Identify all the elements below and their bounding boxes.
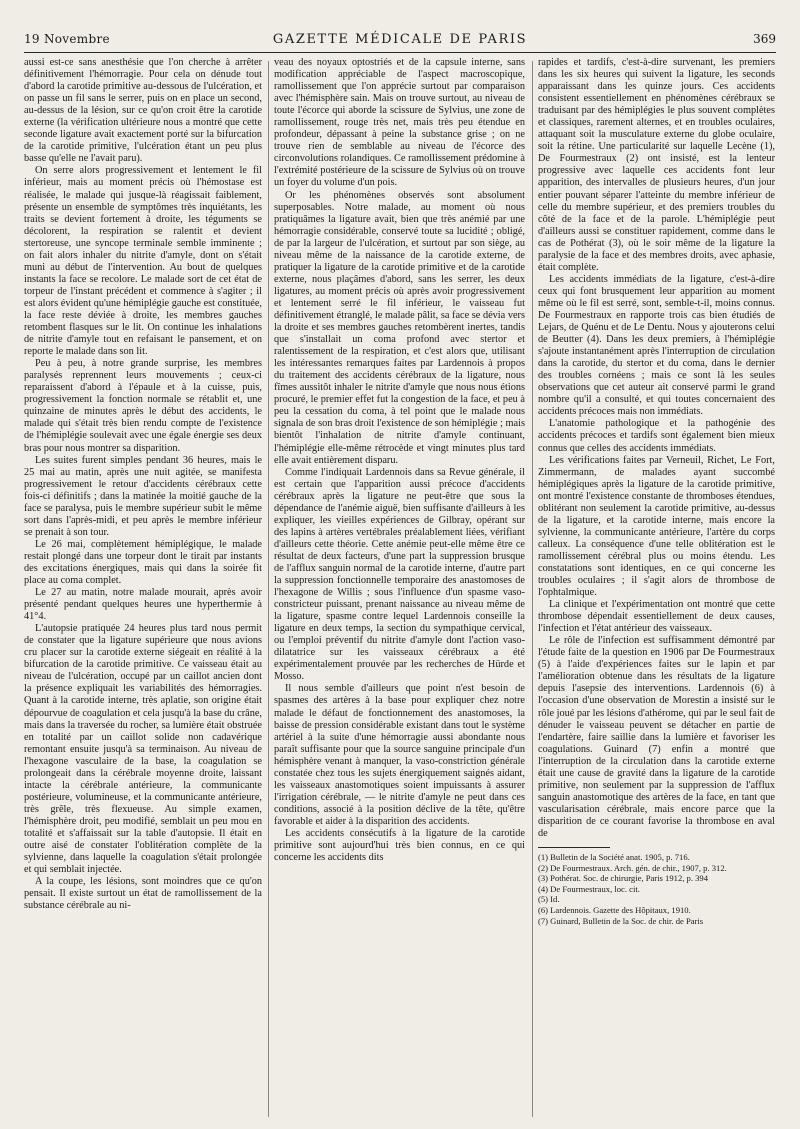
column-left xyxy=(24,57,262,1117)
paragraph: Les suites furent simples pendant 36 heures, mais le 25 mai au matin, après une nuit agitée, se manifesta progressivement le retour d'accidents cérébraux cette fois-ci définitifs ; dans la matinée la moitié gauche de la face se paralysa, puis le membre supérieur subit le même sort dans l'après-midi, et peu après le membre inférieur se prenait à son tour. xyxy=(24,454,262,538)
page-number: 369 xyxy=(753,32,776,46)
paragraph: Peu à peu, à notre grande surprise, les membres paralysés reprennent leurs mouvements ; ceux-ci reparaissent d'abord à l'épaule et à la cuisse, puis, progressivement la fonction normale se rétablit et, une quinzaine de minutes après le début des accidents, le malade qui s'était très bien rendu compte de l'existence de l'hémiplégie soulevait avec une égale énergie ses deux bras pour nous montrer sa disparition. xyxy=(24,358,262,454)
paragraph: Les vérifications faites par Verneuil, Richet, Le Fort, Zimmermann, de malades ayant succombé hémiplégiques après la ligature de la carotide primitive, ont montré l'existence constante de thromboses étendues, oblitérant non seulement la carotide primitive, au-dessus de la ligature, et la carotide interne, mais encore la sylvienne, la communicante antérieure, l'artère du corps calleux. La conséquence d'une telle oblitération est le ramollissement cérébral plus ou moins étendu. Les constatations sont identiques, en ce qui concerne les troubles oculaires ; il s'agit alors de thrombose de l'ophtalmique. xyxy=(538,454,775,599)
paragraph: Comme l'indiquait Lardennois dans sa Revue générale, il est certain que l'apparition aussi précoce d'accidents cérébraux après la ligature ne peut-être que sous la dépendance de l'anémie aiguë, bien suffisante d'ailleurs à les expliquer, les vieilles expériences de Gilbray, opérant sur des lapins à artères vertébrales préalablement liées, vérifiant d'ailleurs cette théorie. Cette anémie peut-elle même être ce résultat de deux facteurs, d'une part la suppression brusque de l'afflux sanguin normal de la carotide interne, d'autre part la suppression fonctionnelle temporaire des anastomoses de l'hexagone de Willis ; sous l'influence d'un spasme vaso-constricteur puissant, prenant naissance au niveau même de la ligature, spasme contre lequel Lardennois conseille la ligature en deux temps, la section du sympathique cervical, ou l'emploi préventif du nitrite d'amyle dont l'action vaso-dilatatrice sur les vaisseaux cérébraux a été expérimentalement prouvée par les recherches de Hürde et Mosso. xyxy=(274,466,525,683)
footnotes xyxy=(538,852,775,926)
footnote: (6) Lardennois. Gazette des Hôpitaux, 1910. xyxy=(538,905,691,916)
footnote: (1) Bulletin de la Société anat. 1905, p. 716. xyxy=(538,852,690,863)
footnote: (4) De Fourmestraux, loc. cit. xyxy=(538,883,640,894)
paragraph: Il nous semble d'ailleurs que point n'est besoin de spasmes des artères à la base pour expliquer chez notre malade le défaut de fonctionnement des anastomoses, la baisse de pression considérable existant dans tout le système artériel à la suite d'une hémorragie aussi abondante nous paraît suffisante pour que la source sanguine principale d'un hémisphère venant à manquer, la vaso-constriction générale constatée chez tous les sujets énergiquement saignés aidant, les vaisseaux anastomotiques soient impuissants à assurer l'irrigation cérébrale, — le nitrite d'amyle ne peut dans ces conditions, associé à la position déclive de la tête, qu'être favorable et aider à la disparition des accidents. xyxy=(274,683,525,827)
running-header xyxy=(24,22,776,53)
paragraph: veau des noyaux optostriés et de la capsule interne, sans modification appréciable de l'aspect macroscopique, ramollissement que l'on apprécie surtout par comparaison avec l'hémisphère sain. Mais on trouve surtout, au niveau de toute l'écorce qui aborde la scissure de Sylvius, une zone de ramollissement, rouge très net, mais très peu étendue en profondeur, dépassant à peine la substance grise ; on ne trouve rien de semblable au niveau de l'écorce des circonvolutions rolandiques. Ce ramollissement prédomine à l'extrémité postérieure de la scissure de Sylvius où on trouve un foyer du volume d'un pois. xyxy=(274,57,525,189)
header-date: 19 Novembre xyxy=(24,32,110,46)
paragraph: rapides et tardifs, c'est-à-dire survenant, les premiers dans les six heures qui suivent la ligature, les seconds apparaissant dans les quinze jours. Ces accidents consistent essentiellement en phénomènes cérébraux se traduisant par des hémiplégies le plus souvent complètes et classiques, rarement alternes, et en troubles oculaires, attaquant soit la musculature externe du globe oculaire, soit la rétine. Une particularité sur laquelle Lecène (1), De Fourmestraux (2) ont insisté, est la lenteur progressive avec laquelle ces accidents font leur apparition, des intervalles de plusieurs heures, d'un jour entier pouvant séparer l'atteinte du membre inférieur de celle du membre supérieur, et des premiers troubles du côté de la face et de la parole. L'hémiplégie peut d'ailleurs aussi se constituer rapidement, comme dans le cas de Pothérat (3), où le soir même de la ligature la paralysie de la face et des membres droits, avec aphasie, était complète. xyxy=(538,57,775,273)
column-rule xyxy=(532,61,533,1117)
text-columns xyxy=(24,57,776,1117)
column-right xyxy=(538,57,775,1117)
footnote: (3) Pothérat. Soc. de chirurgie, Paris 1912, p. 394 xyxy=(538,873,709,884)
paragraph: Les accidents immédiats de la ligature, c'est-à-dire ceux qui font brusquement leur apparition au moment même où le fil est serré, sont, semble-t-il, moins connus. De Fourmestraux en rapporte trois cas bien étudiés de Lejars, de Quénu et de Le Dentu. Nous y ajouterons celui de Beutter (4). Dans les deux premiers, à l'hémiplégie s'ajoute instantanément après l'interruption de circulation dans la carotide, du stertor et du coma, dans le dernier des troubles cornéens ; mais ce sont là les seules observations que cet auteur ait conservé parmi le grand nombre qu'il a consulté, et qui toutes concernaient des accidents précoces mais non immédiats. xyxy=(538,273,775,418)
paragraph: On serre alors progressivement et lentement le fil inférieur, mais au moment précis où l'hémostase est réalisée, le malade qui jusque-là réagissait faiblement, présente un ensemble de symptômes très inquiétants, les traits se devient fortement à droite, les téguments se décolorent, la respiration se ralentit et devient stertoreuse, une syncope terminale semble imminente ; on fait alors inhaler du nitrite d'amyle, dont on s'était muni au début de l'intervention. Au bout de quelques instants la face se recolore. Le malade sort de cet état de torpeur de l'instant précédent et commence à s'agiter ; il est alors évident qu'une hémiplégie gauche est constituée, la face reste déviée à droite, les membres gauches retombent flasques sur le lit. On continue les inhalations de nitrite d'amyle tout en refaisant le pansement, et on reporte le malade dans son lit. xyxy=(24,165,262,358)
paragraph: Or les phénomènes observés sont absolument superposables. Notre malade, au moment où nous pratiquâmes la ligature avait, bien que très anémié par une hémorragie considérable, conservé toute sa lucidité ; obligé, de par la largeur de l'ulcération, et surtout par son siège, au niveau même de la naissance de la carotide externe, de pratiquer la ligature de la carotide primitive et de la carotide externe, nous plaçâmes d'abord, sans les serrer, les deux ligatures, au moment précis où après avoir progressivement et lentement serré le fil inférieur, le vaisseau fut définitivement étranglé, le malade pâlit, sa face se dévia vers la droite et ses membres gauches retombèrent inertes, tandis que s'installait un coma profond avec stertor et ralentissement de la respiration, et c'est alors que, utilisant les intéressantes remarques faites par Lardennois à propos du traitement des accidents cérébraux de la ligature, nous fîmes aussitôt inhaler le nitrite d'amyle que nous nous étions procuré, le premier effet fut la congestion de la face, et peu à peu la cessation du coma, à tel point que le malade nous signala de son bras droit l'existence de son hémiplégie ; mais bientôt l'inhalation de nitrite d'amyle continuant, l'hémiplégie elle-même rétrocède et vingt minutes plus tard elle avait entièrement disparu. xyxy=(274,189,525,466)
paragraph: Le rôle de l'infection est suffisamment démontré par l'étude faite de la question en 1906 par De Fourmestraux (5) à l'aide d'expériences faites sur le lapin et par l'amélioration obtenue dans les résultats de la ligature depuis l'asepsie des interventions. Lardennois (6) à l'occasion d'une observation de Morestin a insisté sur le rôle joué par les lésions d'athérome, qui par le seul fait de dénuder le vaisseau peuvent se détacher en partie de l'endartère, faire saillie dans la lumière et favoriser les coagulations. Guinard (7) enfin a montré que l'interruption de la circulation dans la carotide externe était une cause de gravité dans la ligature de la carotide primitive, non seulement par la suppression de l'afflux sanguin anastomotique des artères de la face, en tant que vascularisation cérébrale, mais encore parce que la disparition de ce courant favorise la thrombose en aval de xyxy=(538,635,775,839)
footnote: (5) Id. xyxy=(538,894,560,905)
paragraph: Les accidents consécutifs à la ligature de la carotide primitive sont aujourd'hui très bien connus, en ce qui concerne les accidents dits xyxy=(274,828,525,864)
paragraph: Le 26 mai, complètement hémiplégique, le malade restait plongé dans une torpeur dont le tirait par instants des excitations énergiques, mais qui dans la soirée fit place au coma complet. xyxy=(24,538,262,587)
paragraph: L'anatomie pathologique et la pathogénie des accidents précoces et tardifs sont également bien mieux connus que celles des accidents immédiats. xyxy=(538,418,775,454)
column-rule xyxy=(268,61,269,1117)
journal-title: GAZETTE MÉDICALE DE PARIS xyxy=(272,32,528,47)
footnote-separator xyxy=(538,847,610,848)
paragraph: Le 27 au matin, notre malade mourait, après avoir présenté pendant quelques heures une hyperthermie à 41°4. xyxy=(24,587,262,623)
paragraph: A la coupe, les lésions, sont moindres que ce qu'on pensait. Il existe surtout un état de ramollissement de la substance cérébrale au ni- xyxy=(24,876,262,912)
footnote: (7) Guinard, Bulletin de la Soc. de chir. de Paris xyxy=(538,915,704,926)
paragraph: La clinique et l'expérimentation ont montré que cette thrombose dépendait essentiellement de deux causes, l'infection et l'état antérieur des vaisseaux. xyxy=(538,599,775,635)
column-middle xyxy=(274,57,525,1117)
footnote: (2) De Fourmestraux. Arch. gén. de chir., 1907, p. 312. xyxy=(538,862,727,873)
paragraph: L'autopsie pratiquée 24 heures plus tard nous permit de constater que la ligature supérieure que nous avions cru placer sur la carotide externe siégeait en réalité à la bifurcation de la carotide primitive. Ce vaisseau était au niveau de l'ulcération, occupé par un caillot ancien dont la présence expliquait les variabilités des hémorragies. Quant à la carotide interne, très aplatie, son origine était dépourvue de coagulation et cela jusqu'à la base du crâne, mais dans la traversée du rocher, sa lumière était obstruée en totalité par un caillot solide non cadavérique remontant ensuite jusqu'à sa terminaison. Au niveau de l'hexagone vasculaire de la base, la coagulation se prolongeait dans la cérébrale moyenne droite, laissant intacte la cérébrale antérieure, la communicante postérieure, volumineuse, et la communicante antérieure, très grêle, très flexueuse. Au simple examen, l'hémisphère droit, peu modifié, semblait un peu mou en totalité et s'affaissait sur la table d'autopsie. Il était en outre aisé de constater l'oblitération complète de la sylvienne, dans laquelle la coagulation s'était prolongée et qui semblait injectée. xyxy=(24,623,262,876)
paragraph: aussi est-ce sans anesthésie que l'on cherche à arrêter définitivement l'hémorragie. Pour cela on dénude tout d'abord la carotide primitive au-dessous de l'ulcération, et on passe un fil sans le serrer, puis on en place un second, au-dessus de la lésion, sur ce qu'on croit être la carotide externe (la vérification ultérieure nous a montré que cette seconde ligature avait exactement porté sur la bifurcation de la carotide primitive, l'ulcération étant un peu plus basse qu'elle ne l'avait paru). xyxy=(24,57,262,165)
